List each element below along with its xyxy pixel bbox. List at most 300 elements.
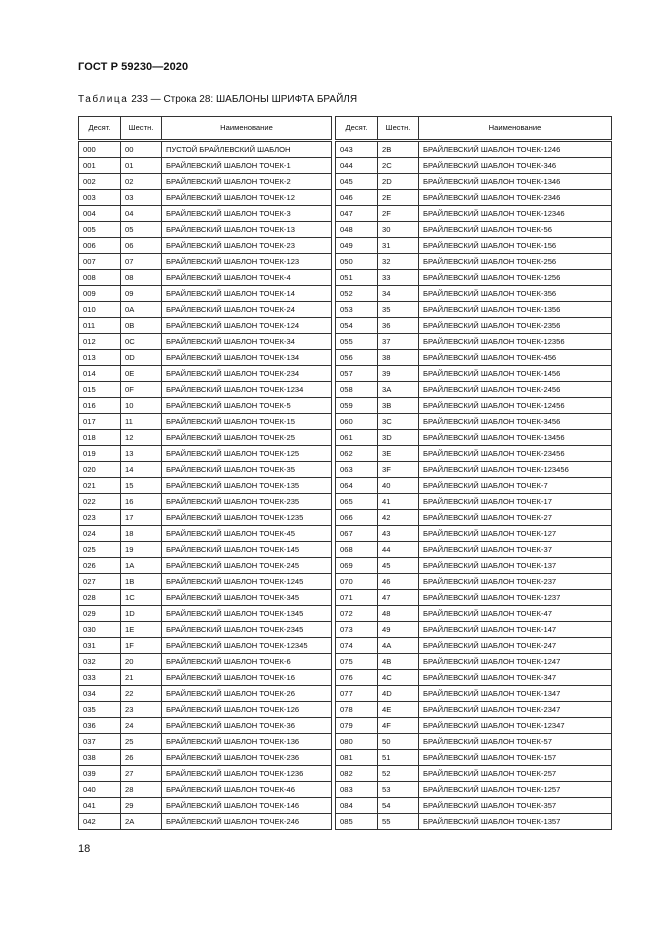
cell-hex: 30 [378,222,419,238]
table-row [79,430,332,446]
cell-dec: 019 [79,446,121,462]
cell-name: БРАЙЛЕВСКИЙ ШАБЛОН ТОЧЕК-24 [162,302,332,318]
table-row [336,590,612,606]
cell-name: БРАЙЛЕВСКИЙ ШАБЛОН ТОЧЕК-12345 [162,638,332,654]
cell-dec: 039 [79,766,121,782]
cell-dec: 037 [79,734,121,750]
cell-hex: 28 [121,782,162,798]
cell-dec: 014 [79,366,121,382]
document-code: ГОСТ Р 59230—2020 [78,61,189,73]
cell-hex: 10 [121,398,162,414]
cell-hex: 15 [121,478,162,494]
cell-hex: 06 [121,238,162,254]
cell-hex: 23 [121,702,162,718]
cell-name: БРАЙЛЕВСКИЙ ШАБЛОН ТОЧЕК-1357 [419,814,612,830]
cell-name: БРАЙЛЕВСКИЙ ШАБЛОН ТОЧЕК-45 [162,526,332,542]
table-row [336,446,612,462]
cell-hex: 34 [378,286,419,302]
cell-dec: 074 [336,638,378,654]
table-row [79,606,332,622]
table-row [336,462,612,478]
cell-name: БРАЙЛЕВСКИЙ ШАБЛОН ТОЧЕК-123456 [419,462,612,478]
table-row [336,190,612,206]
cell-name: БРАЙЛЕВСКИЙ ШАБЛОН ТОЧЕК-1237 [419,590,612,606]
cell-name: БРАЙЛЕВСКИЙ ШАБЛОН ТОЧЕК-35 [162,462,332,478]
cell-dec: 047 [336,206,378,222]
cell-name: БРАЙЛЕВСКИЙ ШАБЛОН ТОЧЕК-1456 [419,366,612,382]
cell-dec: 010 [79,302,121,318]
cell-name: БРАЙЛЕВСКИЙ ШАБЛОН ТОЧЕК-26 [162,686,332,702]
cell-dec: 052 [336,286,378,302]
cell-dec: 079 [336,718,378,734]
table-row [79,141,332,158]
cell-dec: 035 [79,702,121,718]
cell-hex: 36 [378,318,419,334]
cell-name: БРАЙЛЕВСКИЙ ШАБЛОН ТОЧЕК-235 [162,494,332,510]
cell-name: БРАЙЛЕВСКИЙ ШАБЛОН ТОЧЕК-2 [162,174,332,190]
table-row [79,366,332,382]
cell-name: БРАЙЛЕВСКИЙ ШАБЛОН ТОЧЕК-157 [419,750,612,766]
cell-name: БРАЙЛЕВСКИЙ ШАБЛОН ТОЧЕК-1234 [162,382,332,398]
cell-hex: 35 [378,302,419,318]
cell-hex: 00 [121,141,162,158]
cell-dec: 062 [336,446,378,462]
table-row [336,526,612,542]
table-header-row [336,117,612,141]
cell-name: БРАЙЛЕВСКИЙ ШАБЛОН ТОЧЕК-156 [419,238,612,254]
cell-name: БРАЙЛЕВСКИЙ ШАБЛОН ТОЧЕК-1346 [419,174,612,190]
table-row [336,734,612,750]
cell-hex: 08 [121,270,162,286]
table-row [79,414,332,430]
table-row [79,174,332,190]
cell-hex: 1B [121,574,162,590]
cell-name: БРАЙЛЕВСКИЙ ШАБЛОН ТОЧЕК-13456 [419,430,612,446]
cell-name: БРАЙЛЕВСКИЙ ШАБЛОН ТОЧЕК-2346 [419,190,612,206]
cell-hex: 29 [121,798,162,814]
table-row [79,526,332,542]
cell-dec: 045 [336,174,378,190]
cell-name: БРАЙЛЕВСКИЙ ШАБЛОН ТОЧЕК-356 [419,286,612,302]
cell-name: БРАЙЛЕВСКИЙ ШАБЛОН ТОЧЕК-27 [419,510,612,526]
cell-hex: 4E [378,702,419,718]
cell-dec: 075 [336,654,378,670]
cell-hex: 43 [378,526,419,542]
table-row [79,702,332,718]
cell-name: БРАЙЛЕВСКИЙ ШАБЛОН ТОЧЕК-12356 [419,334,612,350]
cell-hex: 1D [121,606,162,622]
cell-name: БРАЙЛЕВСКИЙ ШАБЛОН ТОЧЕК-1257 [419,782,612,798]
cell-name: БРАЙЛЕВСКИЙ ШАБЛОН ТОЧЕК-15 [162,414,332,430]
table-row [336,510,612,526]
cell-hex: 3A [378,382,419,398]
cell-dec: 069 [336,558,378,574]
cell-dec: 012 [79,334,121,350]
table-row [336,478,612,494]
table-row [79,350,332,366]
table-row [79,270,332,286]
cell-hex: 39 [378,366,419,382]
cell-dec: 046 [336,190,378,206]
cell-name: БРАЙЛЕВСКИЙ ШАБЛОН ТОЧЕК-245 [162,558,332,574]
cell-hex: 4F [378,718,419,734]
cell-name: БРАЙЛЕВСКИЙ ШАБЛОН ТОЧЕК-135 [162,478,332,494]
cell-hex: 50 [378,734,419,750]
cell-dec: 049 [336,238,378,254]
cell-hex: 03 [121,190,162,206]
cell-dec: 065 [336,494,378,510]
cell-dec: 061 [336,430,378,446]
cell-hex: 45 [378,558,419,574]
cell-name: БРАЙЛЕВСКИЙ ШАБЛОН ТОЧЕК-1236 [162,766,332,782]
cell-name: БРАЙЛЕВСКИЙ ШАБЛОН ТОЧЕК-345 [162,590,332,606]
cell-name: БРАЙЛЕВСКИЙ ШАБЛОН ТОЧЕК-237 [419,574,612,590]
table-row [79,798,332,814]
table-row [79,542,332,558]
cell-hex: 0E [121,366,162,382]
cell-dec: 048 [336,222,378,238]
table-row [336,382,612,398]
cell-name: БРАЙЛЕВСКИЙ ШАБЛОН ТОЧЕК-123 [162,254,332,270]
cell-name: БРАЙЛЕВСКИЙ ШАБЛОН ТОЧЕК-13 [162,222,332,238]
table-row [79,558,332,574]
cell-dec: 058 [336,382,378,398]
cell-name: БРАЙЛЕВСКИЙ ШАБЛОН ТОЧЕК-12346 [419,206,612,222]
cell-hex: 17 [121,510,162,526]
table-row [336,494,612,510]
table-row [79,398,332,414]
caption-text: 233 — Строка 28: ШАБЛОНЫ ШРИФТА БРАЙЛЯ [128,94,358,105]
cell-hex: 4C [378,670,419,686]
cell-hex: 07 [121,254,162,270]
cell-hex: 0F [121,382,162,398]
cell-name: БРАЙЛЕВСКИЙ ШАБЛОН ТОЧЕК-236 [162,750,332,766]
cell-hex: 16 [121,494,162,510]
page-number: 18 [78,843,91,855]
cell-name: БРАЙЛЕВСКИЙ ШАБЛОН ТОЧЕК-2456 [419,382,612,398]
column-header-hex: Шестн. [378,117,419,141]
cell-hex: 47 [378,590,419,606]
cell-name: БРАЙЛЕВСКИЙ ШАБЛОН ТОЧЕК-1247 [419,654,612,670]
table-left [78,116,332,830]
cell-name: БРАЙЛЕВСКИЙ ШАБЛОН ТОЧЕК-125 [162,446,332,462]
cell-name: БРАЙЛЕВСКИЙ ШАБЛОН ТОЧЕК-23 [162,238,332,254]
cell-name: БРАЙЛЕВСКИЙ ШАБЛОН ТОЧЕК-126 [162,702,332,718]
table-row [336,574,612,590]
table-row [79,302,332,318]
cell-name: БРАЙЛЕВСКИЙ ШАБЛОН ТОЧЕК-145 [162,542,332,558]
cell-hex: 3C [378,414,419,430]
cell-name: БРАЙЛЕВСКИЙ ШАБЛОН ТОЧЕК-37 [419,542,612,558]
cell-name: БРАЙЛЕВСКИЙ ШАБЛОН ТОЧЕК-234 [162,366,332,382]
cell-name: БРАЙЛЕВСКИЙ ШАБЛОН ТОЧЕК-1246 [419,141,612,158]
cell-dec: 085 [336,814,378,830]
cell-dec: 042 [79,814,121,830]
table-row [336,558,612,574]
cell-name: БРАЙЛЕВСКИЙ ШАБЛОН ТОЧЕК-346 [419,158,612,174]
cell-dec: 084 [336,798,378,814]
column-header-dec: Десят. [336,117,378,141]
cell-name: БРАЙЛЕВСКИЙ ШАБЛОН ТОЧЕК-5 [162,398,332,414]
table-row [336,254,612,270]
table-row [336,334,612,350]
cell-dec: 040 [79,782,121,798]
cell-dec: 017 [79,414,121,430]
cell-name: БРАЙЛЕВСКИЙ ШАБЛОН ТОЧЕК-4 [162,270,332,286]
cell-hex: 14 [121,462,162,478]
cell-hex: 31 [378,238,419,254]
cell-hex: 48 [378,606,419,622]
cell-dec: 053 [336,302,378,318]
cell-dec: 081 [336,750,378,766]
cell-dec: 036 [79,718,121,734]
cell-dec: 070 [336,574,378,590]
table-row [336,782,612,798]
cell-hex: 2A [121,814,162,830]
cell-hex: 3D [378,430,419,446]
table-row [79,750,332,766]
table-row [336,430,612,446]
cell-hex: 52 [378,766,419,782]
cell-dec: 000 [79,141,121,158]
cell-hex: 3F [378,462,419,478]
cell-hex: 37 [378,334,419,350]
cell-hex: 22 [121,686,162,702]
table-row [79,718,332,734]
cell-dec: 030 [79,622,121,638]
cell-dec: 068 [336,542,378,558]
cell-hex: 33 [378,270,419,286]
table-row [336,414,612,430]
cell-name: ПУСТОЙ БРАЙЛЕВСКИЙ ШАБЛОН [162,141,332,158]
table-row [79,734,332,750]
cell-hex: 0B [121,318,162,334]
cell-name: БРАЙЛЕВСКИЙ ШАБЛОН ТОЧЕК-1 [162,158,332,174]
cell-name: БРАЙЛЕВСКИЙ ШАБЛОН ТОЧЕК-357 [419,798,612,814]
column-header-name: Наименование [419,117,612,141]
cell-name: БРАЙЛЕВСКИЙ ШАБЛОН ТОЧЕК-1347 [419,686,612,702]
table-row [79,462,332,478]
cell-dec: 015 [79,382,121,398]
cell-hex: 55 [378,814,419,830]
column-header-name: Наименование [162,117,332,141]
cell-hex: 1F [121,638,162,654]
cell-dec: 008 [79,270,121,286]
table-row [336,286,612,302]
cell-name: БРАЙЛЕВСКИЙ ШАБЛОН ТОЧЕК-256 [419,254,612,270]
table-row [79,158,332,174]
table-row [79,206,332,222]
cell-dec: 055 [336,334,378,350]
cell-dec: 027 [79,574,121,590]
cell-name: БРАЙЛЕВСКИЙ ШАБЛОН ТОЧЕК-137 [419,558,612,574]
table-row [336,750,612,766]
cell-dec: 028 [79,590,121,606]
table-row [336,238,612,254]
cell-hex: 02 [121,174,162,190]
cell-dec: 041 [79,798,121,814]
cell-name: БРАЙЛЕВСКИЙ ШАБЛОН ТОЧЕК-3 [162,206,332,222]
cell-hex: 4B [378,654,419,670]
cell-name: БРАЙЛЕВСКИЙ ШАБЛОН ТОЧЕК-25 [162,430,332,446]
cell-hex: 0D [121,350,162,366]
table-row [336,606,612,622]
cell-dec: 003 [79,190,121,206]
cell-hex: 27 [121,766,162,782]
cell-hex: 46 [378,574,419,590]
table-row [79,238,332,254]
table-row [336,638,612,654]
cell-dec: 032 [79,654,121,670]
cell-hex: 1E [121,622,162,638]
cell-dec: 029 [79,606,121,622]
table-row [79,686,332,702]
cell-hex: 0A [121,302,162,318]
cell-dec: 005 [79,222,121,238]
cell-dec: 073 [336,622,378,638]
cell-name: БРАЙЛЕВСКИЙ ШАБЛОН ТОЧЕК-134 [162,350,332,366]
table-row [336,174,612,190]
cell-dec: 083 [336,782,378,798]
column-header-hex: Шестн. [121,117,162,141]
cell-hex: 32 [378,254,419,270]
cell-dec: 064 [336,478,378,494]
cell-hex: 19 [121,542,162,558]
cell-dec: 001 [79,158,121,174]
table-row [79,382,332,398]
table-row [336,366,612,382]
cell-dec: 060 [336,414,378,430]
cell-hex: 41 [378,494,419,510]
cell-dec: 002 [79,174,121,190]
cell-name: БРАЙЛЕВСКИЙ ШАБЛОН ТОЧЕК-34 [162,334,332,350]
cell-name: БРАЙЛЕВСКИЙ ШАБЛОН ТОЧЕК-2356 [419,318,612,334]
cell-name: БРАЙЛЕВСКИЙ ШАБЛОН ТОЧЕК-136 [162,734,332,750]
cell-name: БРАЙЛЕВСКИЙ ШАБЛОН ТОЧЕК-1356 [419,302,612,318]
table-row [336,654,612,670]
cell-dec: 051 [336,270,378,286]
table-row [79,654,332,670]
cell-dec: 011 [79,318,121,334]
cell-name: БРАЙЛЕВСКИЙ ШАБЛОН ТОЧЕК-3456 [419,414,612,430]
cell-name: БРАЙЛЕВСКИЙ ШАБЛОН ТОЧЕК-1235 [162,510,332,526]
table-row [79,590,332,606]
cell-hex: 3B [378,398,419,414]
cell-hex: 51 [378,750,419,766]
table-row [336,318,612,334]
table-row [336,622,612,638]
cell-dec: 054 [336,318,378,334]
cell-name: БРАЙЛЕВСКИЙ ШАБЛОН ТОЧЕК-12456 [419,398,612,414]
table-row [336,141,612,158]
cell-hex: 24 [121,718,162,734]
cell-hex: 18 [121,526,162,542]
cell-hex: 01 [121,158,162,174]
table-row [79,622,332,638]
cell-dec: 080 [336,734,378,750]
table-row [79,494,332,510]
cell-hex: 2D [378,174,419,190]
cell-hex: 4D [378,686,419,702]
table-row [336,302,612,318]
table-body-left [79,141,332,830]
cell-hex: 21 [121,670,162,686]
table-row [336,814,612,830]
table-row [336,398,612,414]
cell-name: БРАЙЛЕВСКИЙ ШАБЛОН ТОЧЕК-456 [419,350,612,366]
cell-hex: 0C [121,334,162,350]
cell-hex: 1A [121,558,162,574]
table-row [79,190,332,206]
table-row [79,478,332,494]
cell-hex: 54 [378,798,419,814]
table-row [336,270,612,286]
cell-dec: 043 [336,141,378,158]
cell-hex: 11 [121,414,162,430]
cell-name: БРАЙЛЕВСКИЙ ШАБЛОН ТОЧЕК-124 [162,318,332,334]
table-row [336,686,612,702]
table-row [336,798,612,814]
cell-hex: 05 [121,222,162,238]
cell-dec: 077 [336,686,378,702]
cell-dec: 063 [336,462,378,478]
cell-hex: 40 [378,478,419,494]
cell-name: БРАЙЛЕВСКИЙ ШАБЛОН ТОЧЕК-247 [419,638,612,654]
cell-dec: 082 [336,766,378,782]
cell-hex: 1C [121,590,162,606]
cell-hex: 2B [378,141,419,158]
cell-hex: 42 [378,510,419,526]
cell-name: БРАЙЛЕВСКИЙ ШАБЛОН ТОЧЕК-2347 [419,702,612,718]
cell-name: БРАЙЛЕВСКИЙ ШАБЛОН ТОЧЕК-246 [162,814,332,830]
table-row [336,542,612,558]
cell-hex: 13 [121,446,162,462]
table-row [336,702,612,718]
cell-dec: 038 [79,750,121,766]
cell-dec: 056 [336,350,378,366]
cell-name: БРАЙЛЕВСКИЙ ШАБЛОН ТОЧЕК-46 [162,782,332,798]
table-row [336,350,612,366]
cell-dec: 025 [79,542,121,558]
cell-dec: 022 [79,494,121,510]
cell-name: БРАЙЛЕВСКИЙ ШАБЛОН ТОЧЕК-2345 [162,622,332,638]
cell-name: БРАЙЛЕВСКИЙ ШАБЛОН ТОЧЕК-17 [419,494,612,510]
cell-dec: 057 [336,366,378,382]
cell-name: БРАЙЛЕВСКИЙ ШАБЛОН ТОЧЕК-14 [162,286,332,302]
cell-name: БРАЙЛЕВСКИЙ ШАБЛОН ТОЧЕК-146 [162,798,332,814]
cell-hex: 20 [121,654,162,670]
cell-dec: 004 [79,206,121,222]
table-row [79,766,332,782]
cell-dec: 006 [79,238,121,254]
cell-name: БРАЙЛЕВСКИЙ ШАБЛОН ТОЧЕК-12347 [419,718,612,734]
table-row [79,670,332,686]
cell-name: БРАЙЛЕВСКИЙ ШАБЛОН ТОЧЕК-6 [162,654,332,670]
cell-hex: 53 [378,782,419,798]
cell-hex: 04 [121,206,162,222]
tables-container [78,116,612,830]
cell-dec: 021 [79,478,121,494]
table-row [336,158,612,174]
cell-dec: 013 [79,350,121,366]
cell-name: БРАЙЛЕВСКИЙ ШАБЛОН ТОЧЕК-12 [162,190,332,206]
cell-dec: 018 [79,430,121,446]
cell-dec: 033 [79,670,121,686]
table-row [79,222,332,238]
cell-dec: 023 [79,510,121,526]
cell-dec: 026 [79,558,121,574]
cell-dec: 078 [336,702,378,718]
